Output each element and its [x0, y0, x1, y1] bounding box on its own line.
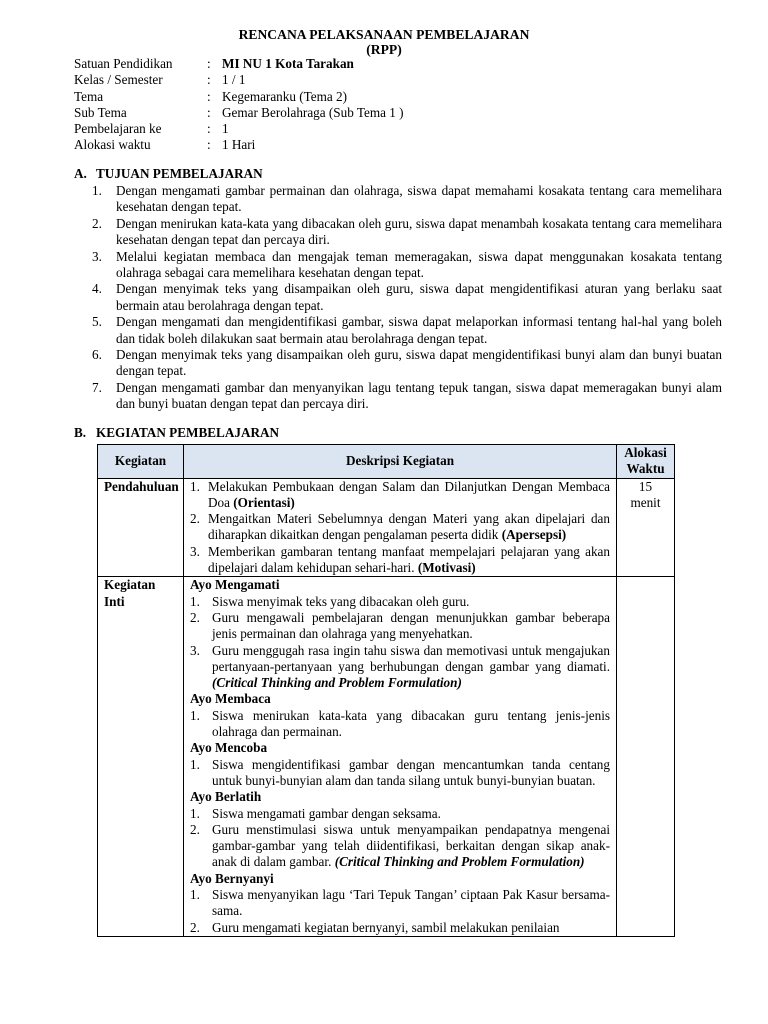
identity-label: Sub Tema — [74, 104, 127, 120]
list-item — [190, 511, 610, 544]
item-text: Guru menstimulasi siswa untuk menyampaikan pendapatnya mengenai gambar-gambar yang telah diidentifikasi, berkaitan dengan sikap anak-anak di dalam gambar. — [212, 821, 610, 870]
identity-label: Alokasi waktu — [74, 137, 151, 153]
item-number: 2. — [190, 511, 200, 527]
item-number: 1. — [190, 805, 200, 821]
subsection-title: Ayo Mengamati — [190, 577, 280, 593]
item-number: 3. — [92, 248, 102, 264]
list-item — [190, 887, 610, 920]
item-number: 3. — [190, 543, 200, 559]
item-number: 2. — [190, 821, 200, 837]
activity-description — [184, 478, 617, 577]
list-item — [190, 610, 610, 643]
item-text: Siswa mengidentifikasi gambar dengan mencantumkan tanda centang untuk bunyi-bunyian alam dan tanda silang untuk bunyi-bunyian buatan. — [212, 756, 610, 788]
item-text: Dengan mengamati dan mengidentifikasi gambar, siswa dapat melaporkan informasi tentang hal-hal yang boleh dan tidak boleh dilakukan saat bermain atau berolahraga dengan tepat. — [116, 314, 722, 346]
section-title: TUJUAN PEMBELAJARAN — [96, 166, 263, 181]
identity-label: Tema — [74, 88, 104, 104]
item-text: Siswa mengamati gambar dengan seksama. — [212, 805, 441, 821]
item-number: 1. — [190, 887, 200, 903]
list-item — [92, 249, 722, 282]
list-item — [190, 643, 610, 692]
item-text: Dengan mengamati gambar dan menyanyikan lagu tentang tepuk tangan, siswa dapat memeragakan bunyi alam dan bunyi buatan dengan tepat dan percaya diri. — [116, 379, 722, 412]
list-item — [92, 347, 722, 380]
item-number: 3. — [190, 642, 200, 658]
item-text: Memberikan gambaran tentang manfaat mempelajari pelajaran yang akan dipelajari dalam kehidupan sehari-hari. — [208, 543, 610, 576]
identity-colon: : — [207, 72, 211, 88]
item-number: 6. — [92, 347, 102, 363]
item-text: Melalui kegiatan membaca dan mengajak teman memeragakan, siswa dapat menggunakan kosakata tentang olahraga sebagai cara memelihara kesehatan dengan tepat. — [116, 248, 722, 281]
list-item — [190, 822, 610, 871]
list-item — [92, 380, 722, 413]
section-title: KEGIATAN PEMBELAJARAN — [96, 425, 280, 440]
identity-value: 1 / 1 — [222, 72, 246, 88]
column-header-activity: Kegiatan — [98, 445, 184, 479]
section-a-heading — [74, 166, 263, 182]
item-tag: (Orientasi) — [233, 494, 295, 510]
item-number: 5. — [92, 314, 102, 330]
list-item — [190, 708, 610, 741]
list-item — [190, 757, 610, 790]
section-letter: A. — [74, 166, 87, 181]
subsection-title: Ayo Bernyanyi — [190, 870, 274, 886]
item-text: Dengan menyimak teks yang disampaikan oleh guru, siswa dapat mengidentifikasi aturan yang berlaku saat bermain atau berolahraga dengan tepat. — [116, 281, 722, 313]
item-text: Siswa menirukan kata-kata yang dibacakan guru tentang jenis-jenis olahraga dan permainan. — [212, 707, 610, 740]
table-row — [98, 577, 675, 937]
identity-value: Gemar Berolahraga (Sub Tema 1 ) — [222, 104, 404, 120]
item-text: Dengan menyimak teks yang disampaikan oleh guru, siswa dapat mengidentifikasi bunyi alam dan bunyi buatan dengan tepat. — [116, 347, 722, 379]
list-item — [190, 806, 610, 822]
item-text: Dengan menirukan kata-kata yang dibacakan oleh guru, siswa dapat menambah kosakata tentang cara memelihara kesehatan dengan tepat dan percaya diri. — [116, 215, 722, 248]
activities-table — [97, 444, 675, 937]
column-header-description: Deskripsi Kegiatan — [184, 445, 617, 479]
item-number: 4. — [92, 281, 102, 297]
item-tag: (Critical Thinking and Problem Formulation) — [212, 675, 462, 691]
subsection-title: Ayo Mencoba — [190, 740, 268, 756]
activity-name: Pendahuluan — [98, 478, 184, 577]
item-text: Guru mengawali pembelajaran dengan menunjukkan gambar beberapa jenis permainan dan olahraga yang menyehatkan. — [212, 609, 610, 642]
identity-colon: : — [207, 137, 211, 153]
document-title: RENCANA PELAKSANAAN PEMBELAJARAN — [238, 27, 530, 42]
item-number: 1. — [190, 478, 200, 494]
item-text: Guru mengamati kegiatan bernyanyi, sambil melakukan penilaian — [212, 919, 560, 935]
list-item — [92, 281, 722, 314]
activity-time: 15 menit — [617, 478, 675, 577]
item-text: Dengan mengamati gambar permainan dan olahraga, siswa dapat memahami kosakata tentang cara memelihara kesehatan dengan tepat. — [116, 183, 722, 215]
list-item — [190, 920, 610, 936]
item-tag: (Critical Thinking and Problem Formulation) — [334, 854, 585, 870]
table-header-row — [98, 445, 675, 479]
item-text: Mengaitkan Materi Sebelumnya dengan Materi yang akan dipelajari dan diharapkan dikaitkan dengan pengalaman peserta didik — [208, 511, 610, 543]
list-item — [92, 183, 722, 216]
item-text: Melakukan Pembukaan dengan Salam dan Dilanjutkan Dengan Membaca Doa — [208, 478, 610, 510]
identity-value: Kegemaranku (Tema 2) — [222, 88, 348, 104]
table-row — [98, 478, 675, 577]
activity-description — [184, 577, 617, 937]
list-item — [190, 594, 610, 610]
item-text: Siswa menyanyikan lagu ‘Tari Tepuk Tangan’ ciptaan Pak Kasur bersama-sama. — [212, 887, 610, 919]
list-item — [92, 216, 722, 249]
item-text: Siswa menyimak teks yang dibacakan oleh guru. — [212, 593, 470, 609]
section-b-heading — [74, 425, 279, 441]
identity-label: Pembelajaran ke — [74, 121, 162, 137]
identity-value: MI NU 1 Kota Tarakan — [222, 56, 354, 71]
item-number: 1. — [190, 707, 200, 723]
identity-colon: : — [207, 56, 211, 71]
item-text: Guru menggugah rasa ingin tahu siswa dan memotivasi untuk mengajukan pertanyaan-pertanyaan yang berhubungan dengan gambar yang diamati. — [212, 642, 610, 674]
identity-colon: : — [207, 104, 211, 120]
list-item — [190, 479, 610, 512]
item-number: 1. — [92, 183, 102, 198]
identity-label: Satuan Pendidikan — [74, 56, 173, 71]
section-letter: B. — [74, 425, 87, 440]
subsection-title: Ayo Berlatih — [190, 789, 262, 805]
item-number: 2. — [190, 919, 200, 935]
list-item — [190, 544, 610, 577]
identity-value: 1 — [222, 121, 229, 137]
activity-time — [617, 577, 675, 937]
item-number: 1. — [190, 593, 200, 609]
list-item — [92, 314, 722, 347]
subsection-title: Ayo Membaca — [190, 691, 271, 707]
column-header-time: Alokasi Waktu — [617, 445, 675, 479]
item-number: 2. — [190, 609, 200, 625]
activity-name: Kegiatan Inti — [98, 577, 184, 937]
item-number: 7. — [92, 379, 102, 395]
item-number: 2. — [92, 215, 102, 231]
item-number: 1. — [190, 756, 200, 772]
identity-colon: : — [207, 121, 211, 137]
item-tag: (Motivasi) — [417, 560, 476, 576]
document-subtitle: (RPP) — [366, 42, 402, 57]
item-tag: (Apersepsi) — [501, 527, 567, 543]
learning-objectives-list — [92, 183, 722, 413]
identity-label: Kelas / Semester — [74, 72, 163, 88]
identity-colon: : — [207, 88, 211, 104]
identity-value: 1 Hari — [222, 137, 256, 153]
